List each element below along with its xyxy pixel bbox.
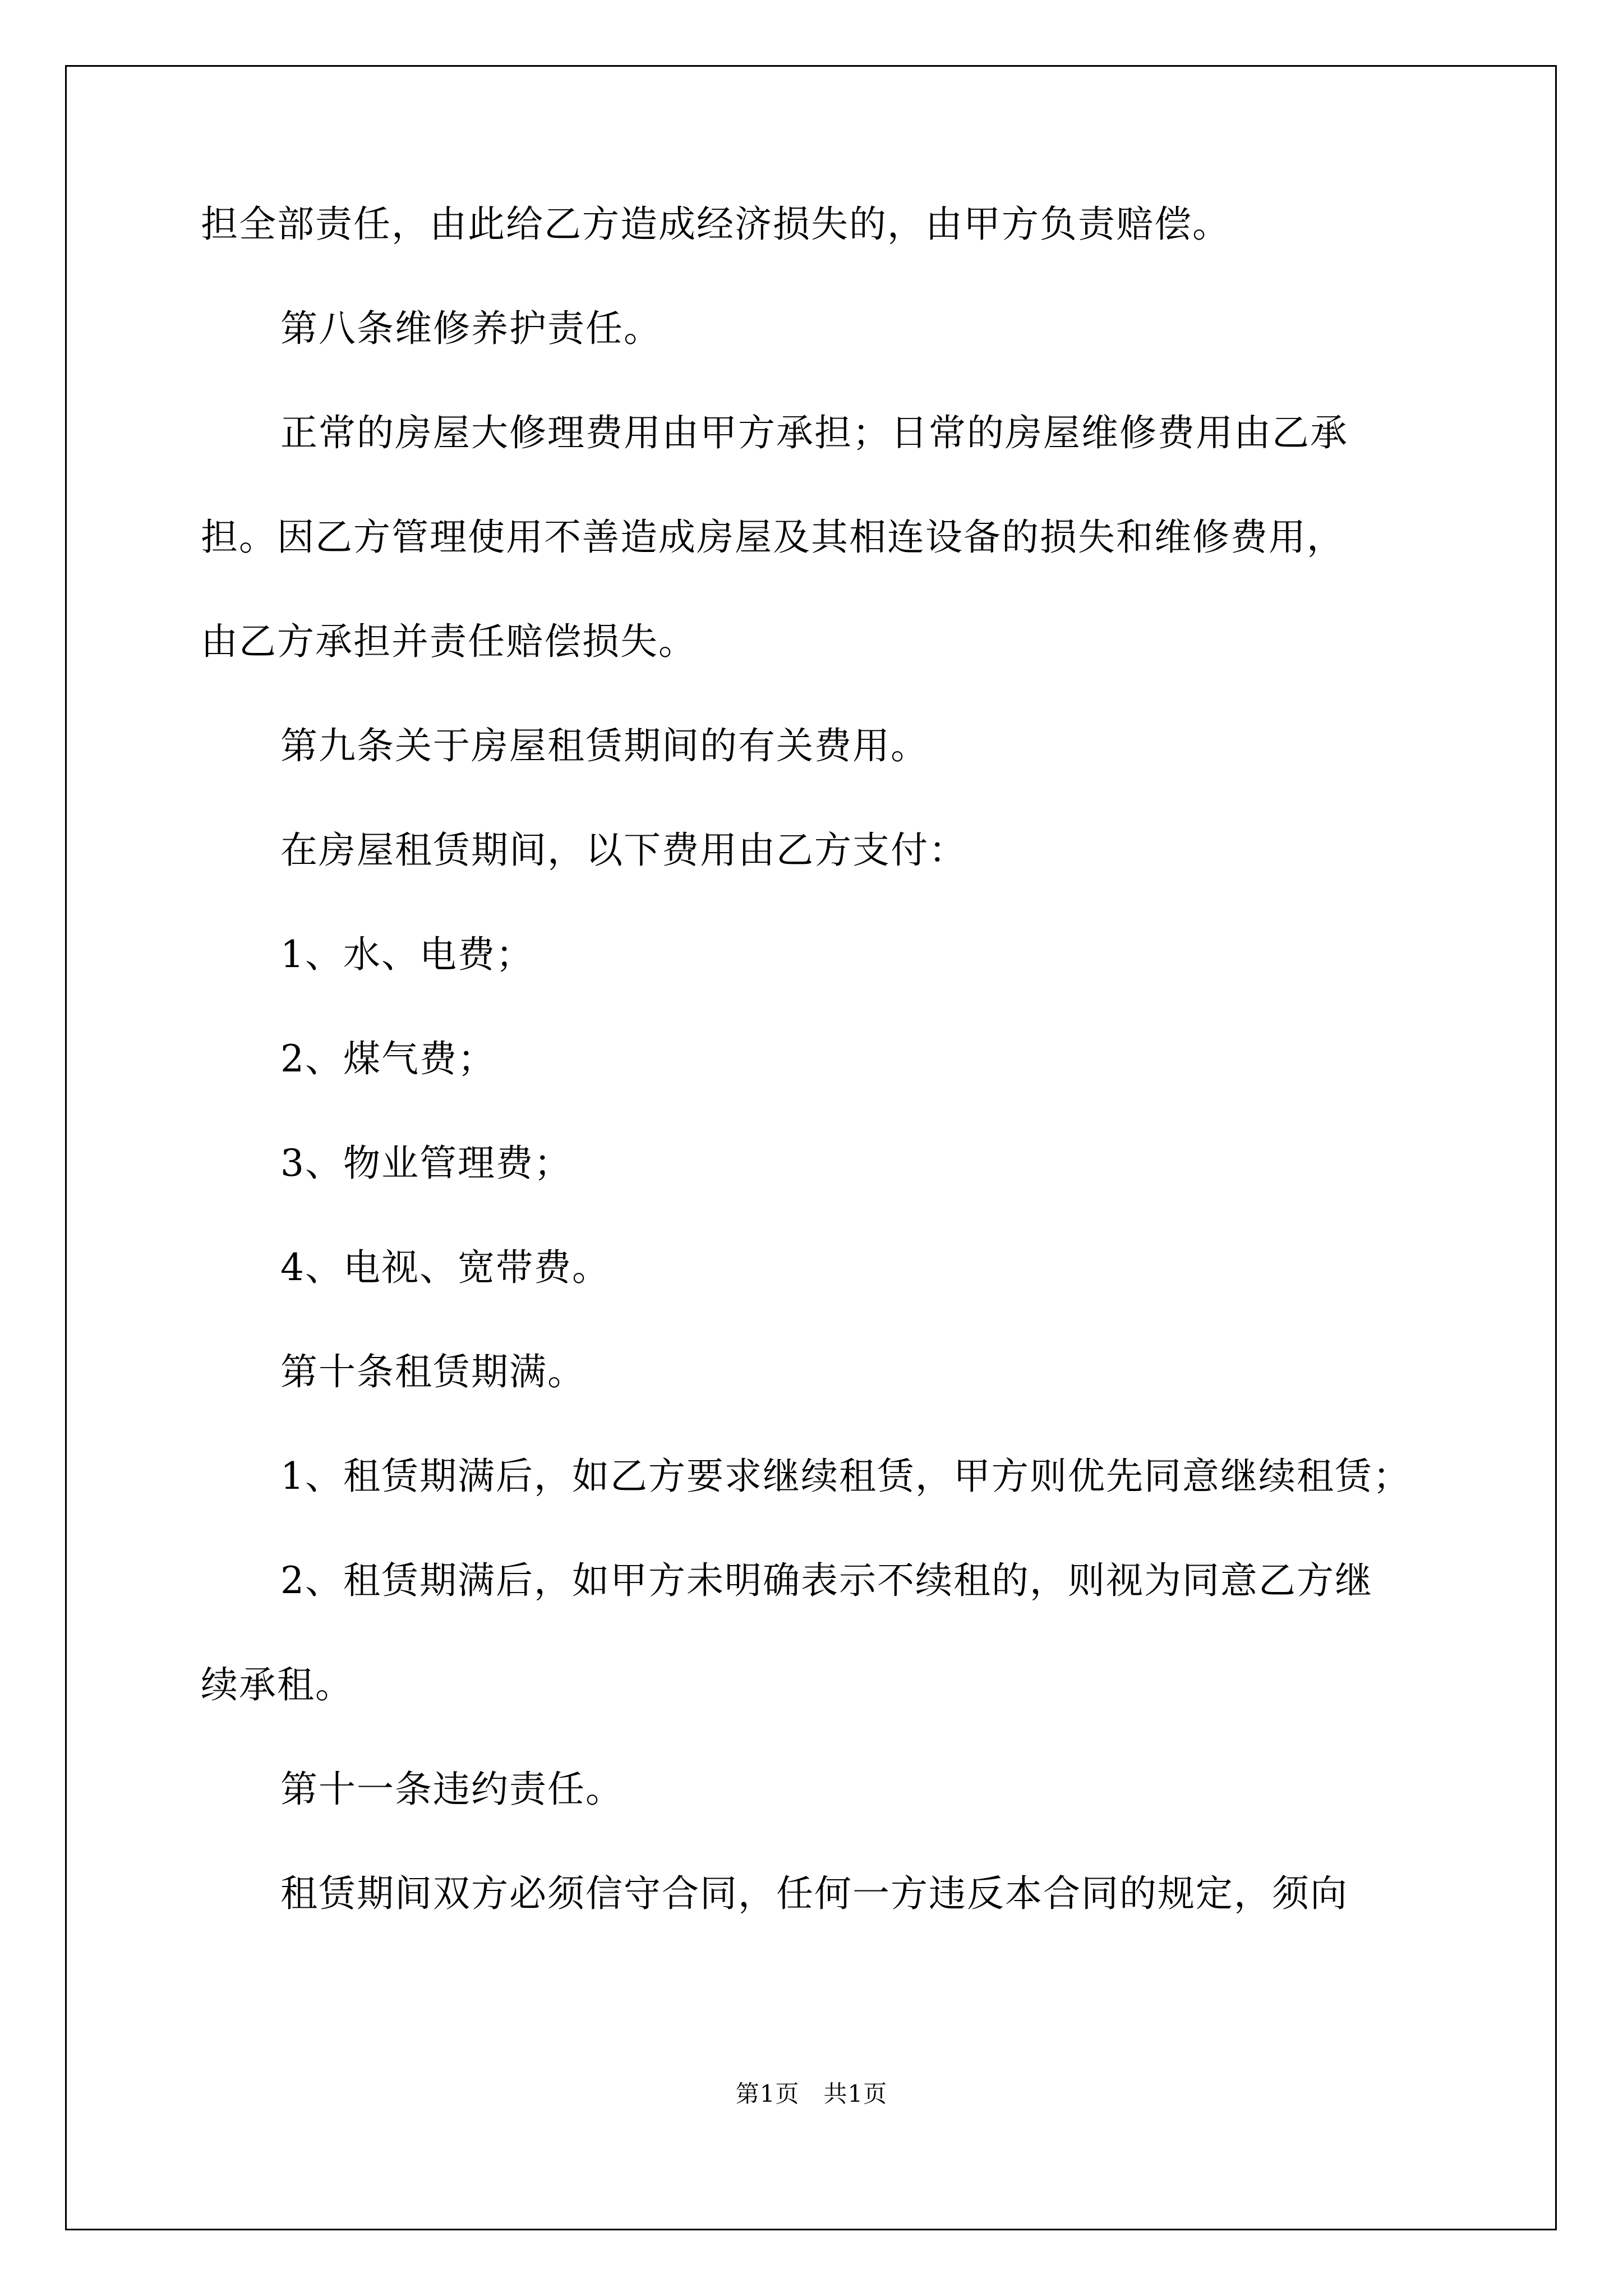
text-line: 担全部责任，由此给乙方造成经济损失的，由甲方负责赔偿。	[201, 203, 1230, 246]
list-item: 3、物业管理费；	[280, 1142, 572, 1185]
list-item: 2、租赁期满后，如甲方未明确表示不续租的，则视为同意乙方继	[280, 1559, 1373, 1602]
page-number: 第1页 共1页	[735, 2080, 888, 2108]
text-line: 担。因乙方管理使用不善造成房屋及其相连设备的损失和维修费用，	[201, 516, 1345, 559]
text-line: 由乙方承担并责任赔偿损失。	[201, 620, 697, 663]
list-item: 1、租赁期满后，如乙方要求继续租赁，甲方则优先同意继续租赁；	[280, 1455, 1411, 1498]
section-heading: 第九条关于房屋租赁期间的有关费用。	[280, 724, 929, 767]
section-heading: 第十条租赁期满。	[280, 1350, 585, 1393]
text-line: 正常的房屋大修理费用由甲方承担；日常的房屋维修费用由乙承	[280, 411, 1348, 454]
list-item: 1、水、电费；	[280, 933, 534, 976]
text-line: 租赁期间双方必须信守合同，任何一方违反本合同的规定，须向	[280, 1872, 1348, 1915]
list-item: 4、电视、宽带费。	[280, 1246, 610, 1289]
text-line: 在房屋租赁期间，以下费用由乙方支付：	[280, 829, 967, 872]
section-heading: 第八条维修养护责任。	[280, 307, 662, 350]
list-item: 2、煤气费；	[280, 1037, 496, 1080]
section-heading: 第十一条违约责任。	[280, 1768, 624, 1811]
text-line: 续承租。	[201, 1663, 353, 1706]
